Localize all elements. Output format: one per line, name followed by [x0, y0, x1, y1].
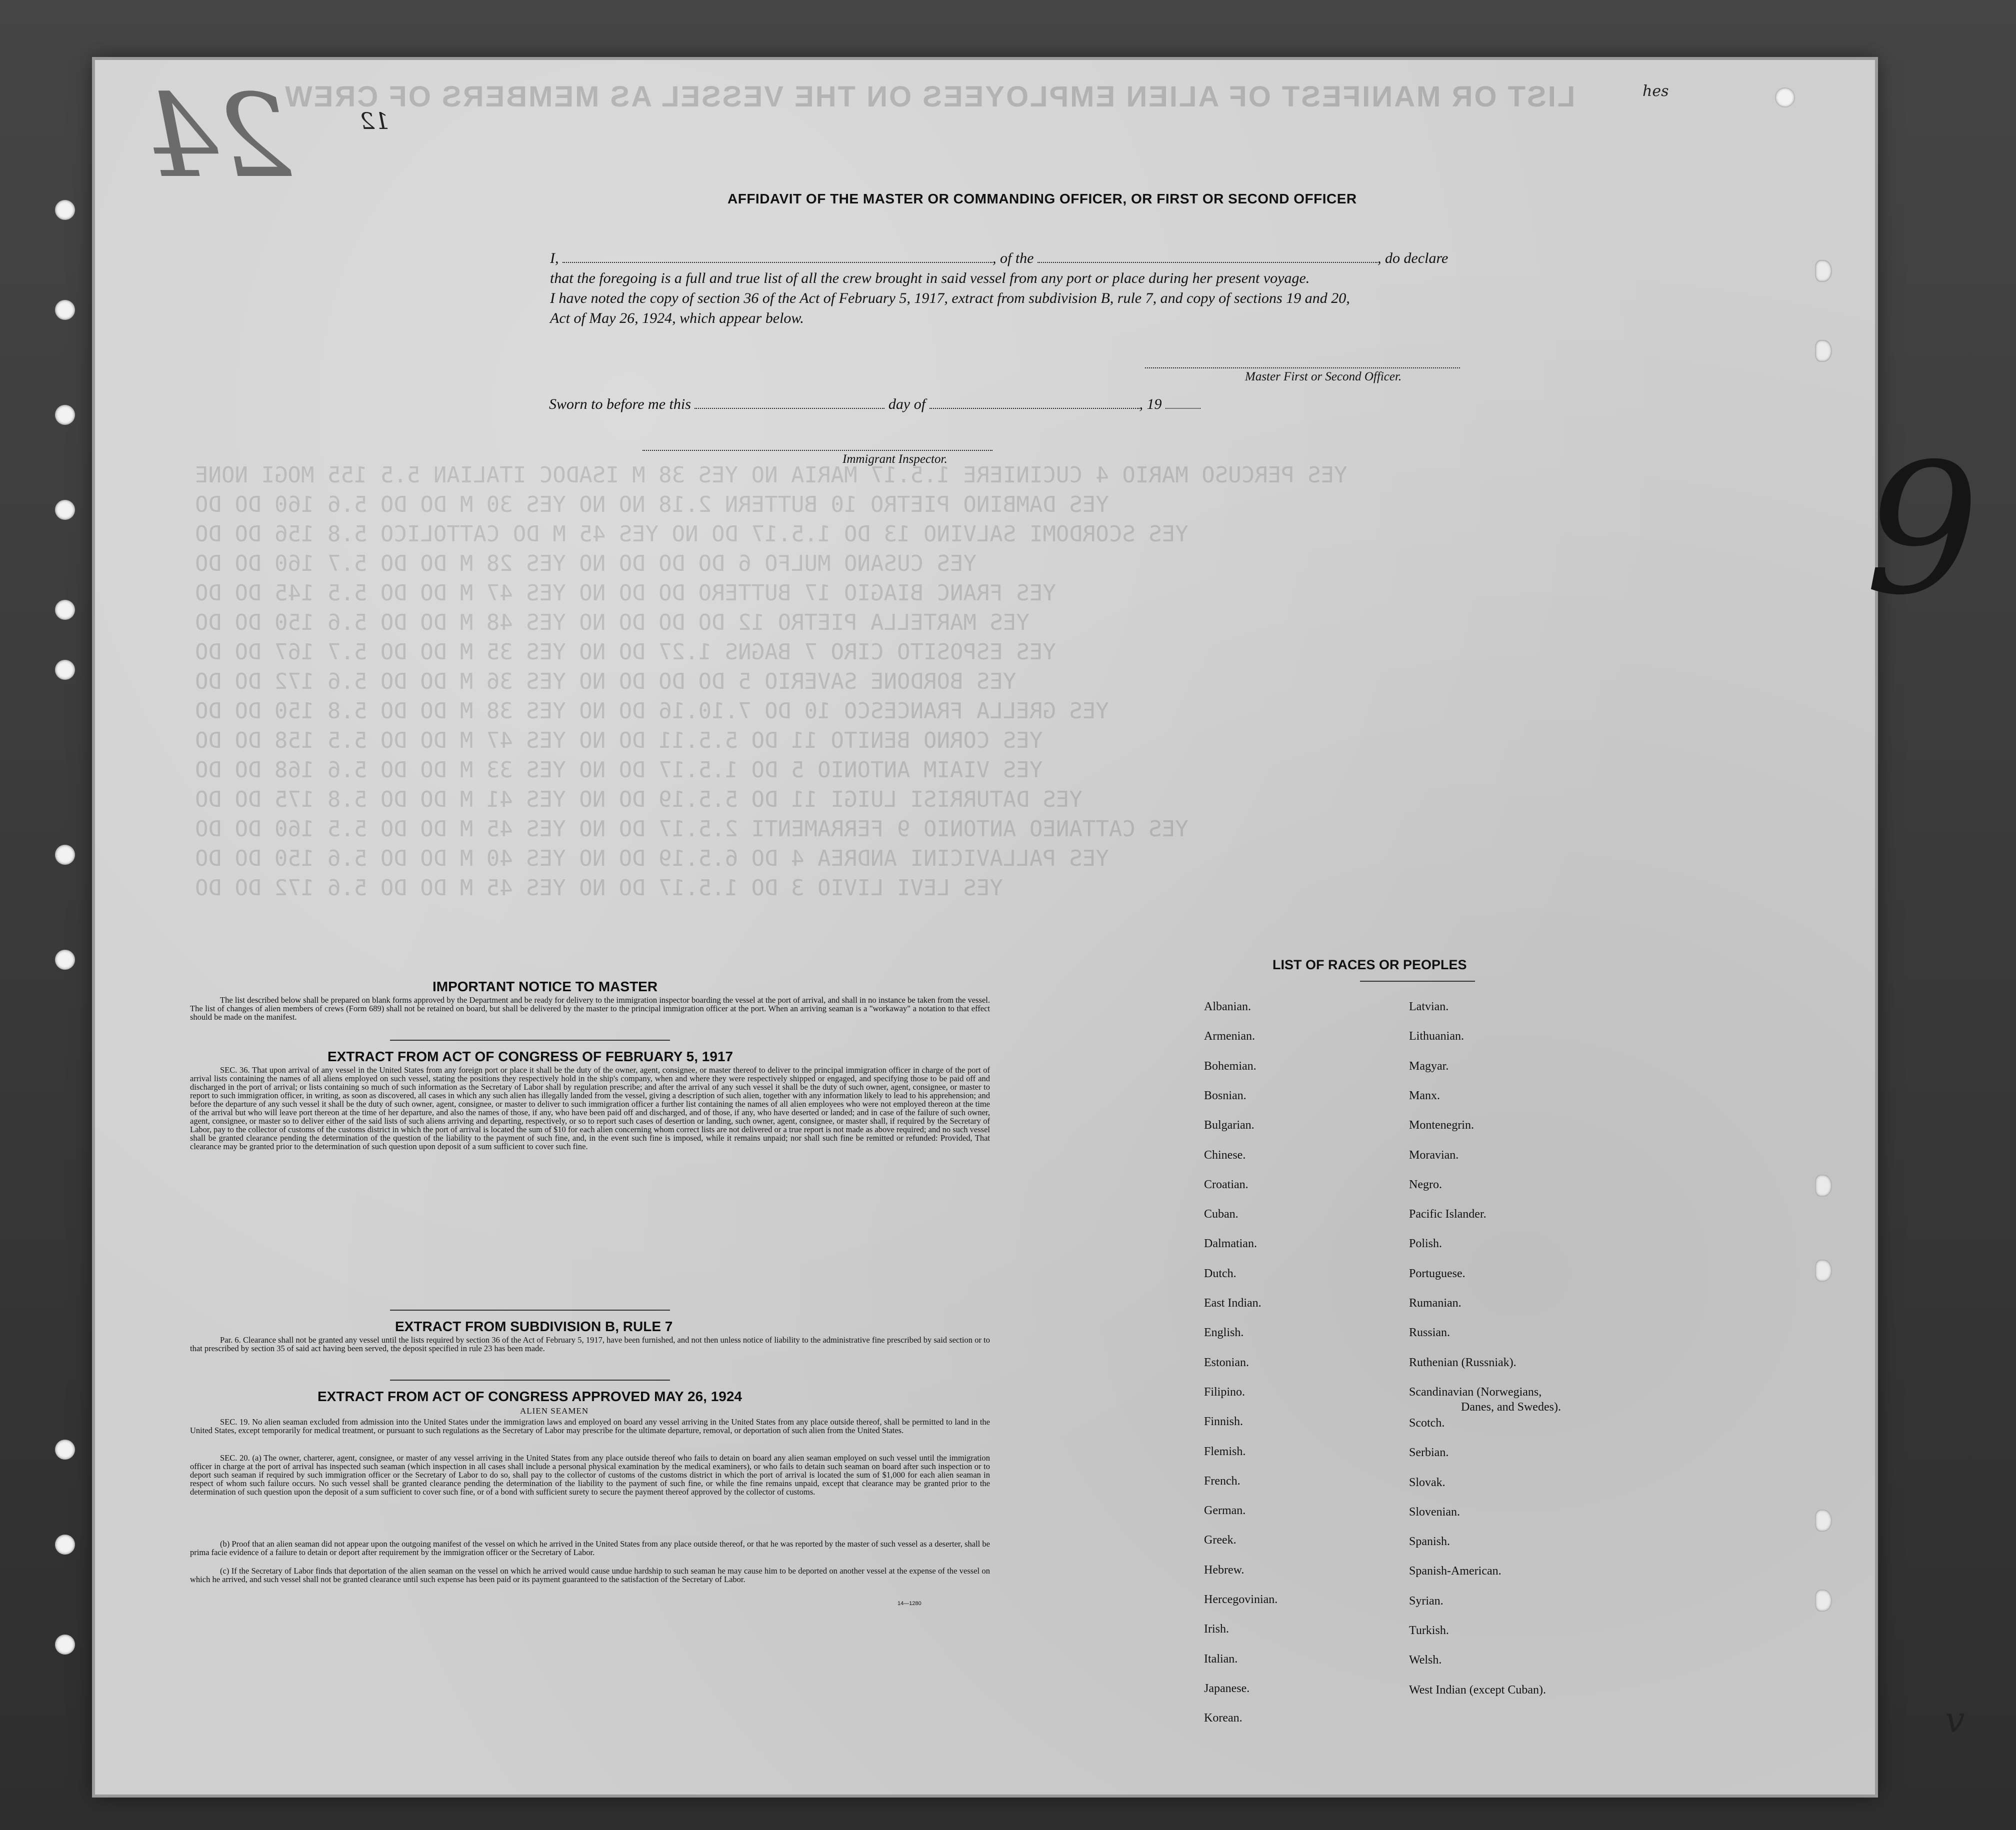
year-prefix-label: , 19 — [1139, 396, 1162, 412]
bleed-through-row: YES ESPOSITO CIRO 7 BAGNS 1.27 DO NO YES 35 M DO DO 5.7 167 DO DO — [195, 639, 1056, 665]
bleed-through-row: YES CORNO BENITO 11 DO 5.5.11 DO NO YES 47 M DO DO 5.5 158 DO DO — [195, 728, 1043, 753]
handwritten-corner-mark: hes — [1642, 82, 1669, 100]
sec-20c-body: (c) If the Secretary of Labor finds that deportation of the alien seaman on the vessel on which he arrived would cause undue hardship to such seaman he may cause him to be deported on another vessel at the expense of the vessel on which he arrived, and such vessel shall not be granted clearance until such expense has been paid or its payment guaranteed to the satisfaction of the Secretary of Labor. — [190, 1566, 990, 1584]
bleed-through-row: YES LEVI LIVIO 3 DO 1.5.17 DO NO YES 45 M DO DO 5.6 172 DO DO — [195, 875, 1003, 901]
race-item: Scandinavian (Norwegians, — [1409, 1385, 1542, 1399]
name-blank — [562, 261, 992, 263]
race-item: Rumanian. — [1409, 1297, 1462, 1310]
race-item: Lithuanian. — [1409, 1030, 1464, 1043]
race-item: Polish. — [1409, 1237, 1442, 1251]
race-item: Chinese. — [1204, 1148, 1246, 1162]
affidavit-declaration-line — [550, 250, 1448, 267]
punch-hole — [1815, 1510, 1832, 1532]
race-item: Spanish. — [1409, 1535, 1450, 1549]
race-item: Portuguese. — [1409, 1267, 1466, 1280]
race-item: Korean. — [1204, 1712, 1242, 1725]
race-item: English. — [1204, 1326, 1244, 1340]
race-item: East Indian. — [1204, 1297, 1262, 1310]
race-item: Pacific Islander. — [1409, 1208, 1486, 1221]
punch-hole — [55, 845, 75, 865]
affidavit-line-3: I have noted the copy of section 36 of the Act of February 5, 1917, extract from subdivision B, rule 7, and copy of sections 19 and 20, — [550, 290, 1350, 306]
race-item: Cuban. — [1204, 1208, 1238, 1221]
bleed-through-row: YES DATURRISI LUIGI 11 DO 5.5.19 DO NO YES 41 M DO DO 5.8 175 DO DO — [195, 787, 1082, 812]
divider — [390, 1380, 670, 1381]
race-item: Japanese. — [1204, 1682, 1250, 1695]
punch-hole — [55, 200, 75, 220]
race-item: Syrian. — [1409, 1594, 1444, 1608]
sec-20b-body: (b) Proof that an alien seaman did not appear upon the outgoing manifest of the vessel on which he arrived in the United States from any place outside thereof, or that he was reported by the master of such vessel as a deserter, shall be prima facie evidence of a failure to detain or deport after requirement by the immigration officer or the Secretary of Labor. — [190, 1539, 990, 1557]
bleed-through-row: YES PALLAVICINI ANDREA 4 DO 6.5.19 DO NO YES 40 M DO DO 5.6 150 DO DO — [195, 846, 1109, 871]
punch-hole — [55, 1635, 75, 1655]
race-item: Russian. — [1409, 1326, 1450, 1340]
divider — [390, 1310, 670, 1311]
affidavit-title: AFFIDAVIT OF THE MASTER OR COMMANDING OFFICER, OR FIRST OR SECOND OFFICER — [728, 191, 1357, 206]
race-item: Montenegrin. — [1409, 1119, 1474, 1132]
race-item: Welsh. — [1409, 1654, 1442, 1667]
race-item: Finnish. — [1204, 1415, 1244, 1429]
bleed-through-row: YES VIAIM ANTONIO 5 DO 1.5.17 DO NO YES 33 M DO DO 5.6 168 DO DO — [195, 757, 1043, 783]
bleed-through-row: YES BORDONE SAVERIO 5 DO DO DO NO YES 36 M DO DO 5.6 172 DO DO — [195, 669, 1016, 694]
race-item: Irish. — [1204, 1623, 1229, 1636]
sworn-year-blank — [1166, 407, 1200, 409]
affidavit-line-4: Act of May 26, 1924, which appear below. — [550, 310, 804, 326]
sworn-month-blank — [930, 407, 1140, 409]
punch-hole — [1815, 260, 1832, 282]
punch-hole — [55, 950, 75, 970]
bleed-through-row: YES DAMBINO PIETRO 10 BUTTERN 2.18 NO NO YES 30 M DO DO 5.6 160 DO DO — [195, 492, 1109, 517]
master-caption: Master First or Second Officer. — [1245, 370, 1402, 383]
race-item: West Indian (except Cuban). — [1409, 1683, 1546, 1697]
race-item: Manx. — [1409, 1089, 1440, 1102]
race-item: Armenian. — [1204, 1030, 1255, 1043]
affidavit-i-label: I, — [550, 250, 559, 266]
race-item: Hebrew. — [1204, 1563, 1244, 1577]
day-of-label: day of — [888, 396, 926, 412]
divider — [1360, 981, 1475, 982]
race-item: Latvian. — [1409, 1000, 1449, 1013]
race-item: Bohemian. — [1204, 1059, 1256, 1073]
punch-hole — [1775, 87, 1795, 107]
punch-hole — [1815, 1175, 1832, 1197]
race-item: German. — [1204, 1504, 1246, 1518]
extract-1917-body: SEC. 36. That upon arrival of any vessel in the United States from any foreign port or place it shall be the duty of the owner, agent, consignee, or master thereof to deliver to the principal immigration officer in charge of the port of arrival lists containing the names of all aliens employed on such vessel, stating the positions they respectively hold in the ship's company, when and where they were respectively shipped or engaged, and specifying those to be paid off and discharged in the port of arrival; or lists containing so much of such information as the Secretary of Labor shall by regulation prescribe; and after the arrival of any such vessel it shall be the duty of such owner, agent, consignee, or master to report to such immigration officer, in writing, as soon as discovered, all cases in which any such alien has illegally landed from the vessel, giving a description of such alien, together with any information likely to lead to his apprehension; and before the departure of any such vessel it shall be the duty of such owner, agent, consignee, or master to deliver to such immigration officer a further list containing the names of all alien employees who were not employed thereon at the time of the arrival but who will leave port thereon at the time of her departure, and also the names of those, if any, who have been paid off and discharged, and of those, if any, who have deserted or landed; and in case of the failure of such owner, agent, consignee, or master so to deliver either of the said lists of such aliens arriving and departing, respectively, or so to report such cases of desertion or landing, such owner, agent, consignee, or master shall, if required by the Secretary of Labor, pay to the collector of customs of the customs district in which the port of arrival is located the sum of $10 for each alien concerning whom correct lists are not delivered or a true report is not made as above required; and no such vessel shall be granted clearance pending the determination of the question of the liability to the payment of such fine, and, in the event such fine is imposed, while it remains unpaid; nor shall such fine be remitted or refunded: Provided, That clearance may be granted prior to the determination of such question upon deposit of a sum sufficient to cover such fine. — [190, 1065, 990, 1151]
document-page — [95, 60, 1980, 1795]
race-item: Filipino. — [1204, 1385, 1246, 1399]
race-item: Albanian. — [1204, 1000, 1251, 1013]
race-item: Slovak. — [1409, 1476, 1446, 1489]
race-item: Dalmatian. — [1204, 1237, 1257, 1251]
sworn-day-blank — [694, 407, 884, 409]
handwritten-page-number: 24 — [145, 70, 292, 203]
inspector-signature-line — [642, 450, 992, 451]
vessel-blank — [1038, 261, 1378, 263]
race-item: Dutch. — [1204, 1267, 1236, 1280]
handwritten-sheet-number: 9 — [1865, 425, 1980, 634]
extract-1924-title: EXTRACT FROM ACT OF CONGRESS APPROVED MAY 26, 1924 — [318, 1389, 742, 1404]
punch-hole — [55, 300, 75, 320]
of-the-label: , of the — [992, 250, 1034, 266]
sec-20a-body: SEC. 20. (a) The owner, charterer, agent, consignee, or master of any vessel arriving in the United States from any place outside thereof who fails to detain on board any alien seaman employed on such vessel until the immigration officer in charge at the port of arrival has inspected such seaman (which inspection in all cases shall include a personal physical examination by the medical examiners), or who fails to detain such seaman on board after such inspection or to deport such seaman if required by such immigration officer or the Secretary of Labor to do so, shall pay to the collector of customs of the customs district in which the port of arrival is located the sum of $1,000 for each alien seaman in respect of whom such failure occurs. No such vessel shall be granted clearance pending the determination of the liability to the payment of such fine, or while the fine remains unpaid, except that clearance may be granted prior to the determination of such question upon the deposit of a sum sufficient to cover such fine, or of a bond with sufficient surety to secure the payment thereof approved by the collector of customs. — [190, 1453, 990, 1497]
race-item: Serbian. — [1409, 1446, 1449, 1460]
extract-rule7-body: Par. 6. Clearance shall not be granted any vessel until the lists required by section 36 of the Act of February 5, 1917, have been furnished, and not then unless notice of liability to the administrative fine prescribed by said section or to that prescribed by section 35 of said act having been served, the deposit specified in rule 23 has been made. — [190, 1335, 990, 1353]
punch-hole — [55, 500, 75, 520]
race-item: Flemish. — [1204, 1445, 1246, 1458]
race-item: Italian. — [1204, 1652, 1238, 1666]
sec-19-body: SEC. 19. No alien seaman excluded from admission into the United States under the immigration laws and employed on board any vessel arriving in the United States from any place outside thereof, shall be permitted to land in the United States, except temporarily for medical treatment, or pursuant to such regulations as the Secretary of Labor may prescribe for the ultimate departure, removal, or deportation of such alien from the United States. — [190, 1417, 990, 1435]
extract-1924-subtitle: ALIEN SEAMEN — [520, 1406, 589, 1416]
punch-hole — [1815, 1260, 1832, 1282]
sworn-label: Sworn to before me this — [549, 396, 691, 412]
bleed-through-row: YES CUSANO MULFO 6 DO DO DO NO YES 28 M DO DO 5.7 160 DO DO — [195, 551, 976, 576]
punch-hole — [55, 1535, 75, 1555]
affidavit-line-2: that the foregoing is a full and true list of all the crew brought in said vessel from any port or place during her present voyage. — [550, 270, 1310, 286]
race-item: Moravian. — [1409, 1148, 1459, 1162]
race-item: Magyar. — [1409, 1059, 1449, 1073]
race-item: Greek. — [1204, 1534, 1236, 1547]
race-item: Spanish-American. — [1409, 1565, 1502, 1578]
extract-rule7-title: EXTRACT FROM SUBDIVISION B, RULE 7 — [395, 1319, 673, 1334]
bleed-through-row: YES CATTANEO ANTONIO 9 FERRAMENTI 2.5.17 DO NO YES 45 M DO DO 5.5 160 DO DO — [195, 816, 1188, 842]
bleed-through-title: LIST OR MANIFEST OF ALIEN EMPLOYEES ON THE VESSEL AS MEMBERS OF CREW — [283, 80, 1575, 113]
punch-hole — [55, 405, 75, 425]
form-number: 14—1280 — [898, 1601, 922, 1607]
race-item-continuation: Danes, and Swedes). — [1461, 1400, 1561, 1414]
handwritten-small-number: 12 — [360, 107, 390, 134]
races-title: LIST OF RACES OR PEOPLES — [1272, 957, 1467, 972]
punch-hole — [1815, 340, 1832, 362]
punch-hole — [55, 1440, 75, 1460]
bleed-through-row: YES SCORDOMI SALVINO 13 DO 1.5.17 DO NO YES 45 M DO CATTOLICO 5.8 156 DO DO — [195, 521, 1188, 547]
bleed-through-row: YES GRELLA FRANCESCO 10 DO 7.10.16 DO NO YES 38 M DO DO 5.8 150 DO DO — [195, 698, 1109, 724]
race-item: Slovenian. — [1409, 1505, 1460, 1519]
race-item: Bulgarian. — [1204, 1119, 1254, 1132]
race-item: Turkish. — [1409, 1624, 1449, 1637]
race-item: Estonian. — [1204, 1356, 1249, 1369]
race-item: Scotch. — [1409, 1416, 1445, 1430]
bleed-through-row: YES PERCUSO MARIO 4 CUCINIERE 1.5.17 MARIA NO YES 38 M ISADOC ITALIAN 5.5 155 MOGI NONE — [195, 462, 1348, 488]
handwritten-bottom-mark: v — [1945, 1700, 1965, 1741]
race-item: Negro. — [1409, 1178, 1442, 1191]
race-item: Ruthenian (Russniak). — [1409, 1356, 1516, 1369]
punch-hole — [55, 660, 75, 680]
extract-1917-title: EXTRACT FROM ACT OF CONGRESS OF FEBRUARY 5, 1917 — [328, 1049, 734, 1064]
notice-title: IMPORTANT NOTICE TO MASTER — [432, 979, 658, 994]
notice-body: The list described below shall be prepared on blank forms approved by the Department and be ready for delivery to the immigration inspector boarding the vessel at the port of arrival, and shall in no instance be taken from the vessel. The list of changes of alien members of crews (Form 689) shall not be retained on board, but shall be delivered by the master to the principal immigration officer at the port. When an arriving seaman is a "workaway" a notation to that effect should be made on the manifest. — [190, 995, 990, 1022]
divider — [390, 1040, 670, 1041]
race-item: Croatian. — [1204, 1178, 1248, 1191]
race-item: Bosnian. — [1204, 1089, 1246, 1102]
race-item: Hercegovinian. — [1204, 1593, 1278, 1606]
bleed-through-row: YES FRANC BIAGIO 17 BUTTERO DO DO NO YES 47 M DO DO 5.5 145 DO DO — [195, 580, 1056, 606]
inspector-caption: Immigrant Inspector. — [842, 452, 948, 466]
punch-hole — [55, 600, 75, 620]
race-item: French. — [1204, 1474, 1240, 1488]
master-signature-line — [1145, 367, 1460, 368]
sworn-line — [549, 396, 1200, 413]
bleed-through-row: YES MARTELLA PIETRO 12 DO DO DO NO YES 48 M DO DO 5.6 150 DO DO — [195, 610, 1030, 635]
declare-label: , do declare — [1378, 250, 1448, 266]
punch-hole — [1815, 1590, 1832, 1612]
